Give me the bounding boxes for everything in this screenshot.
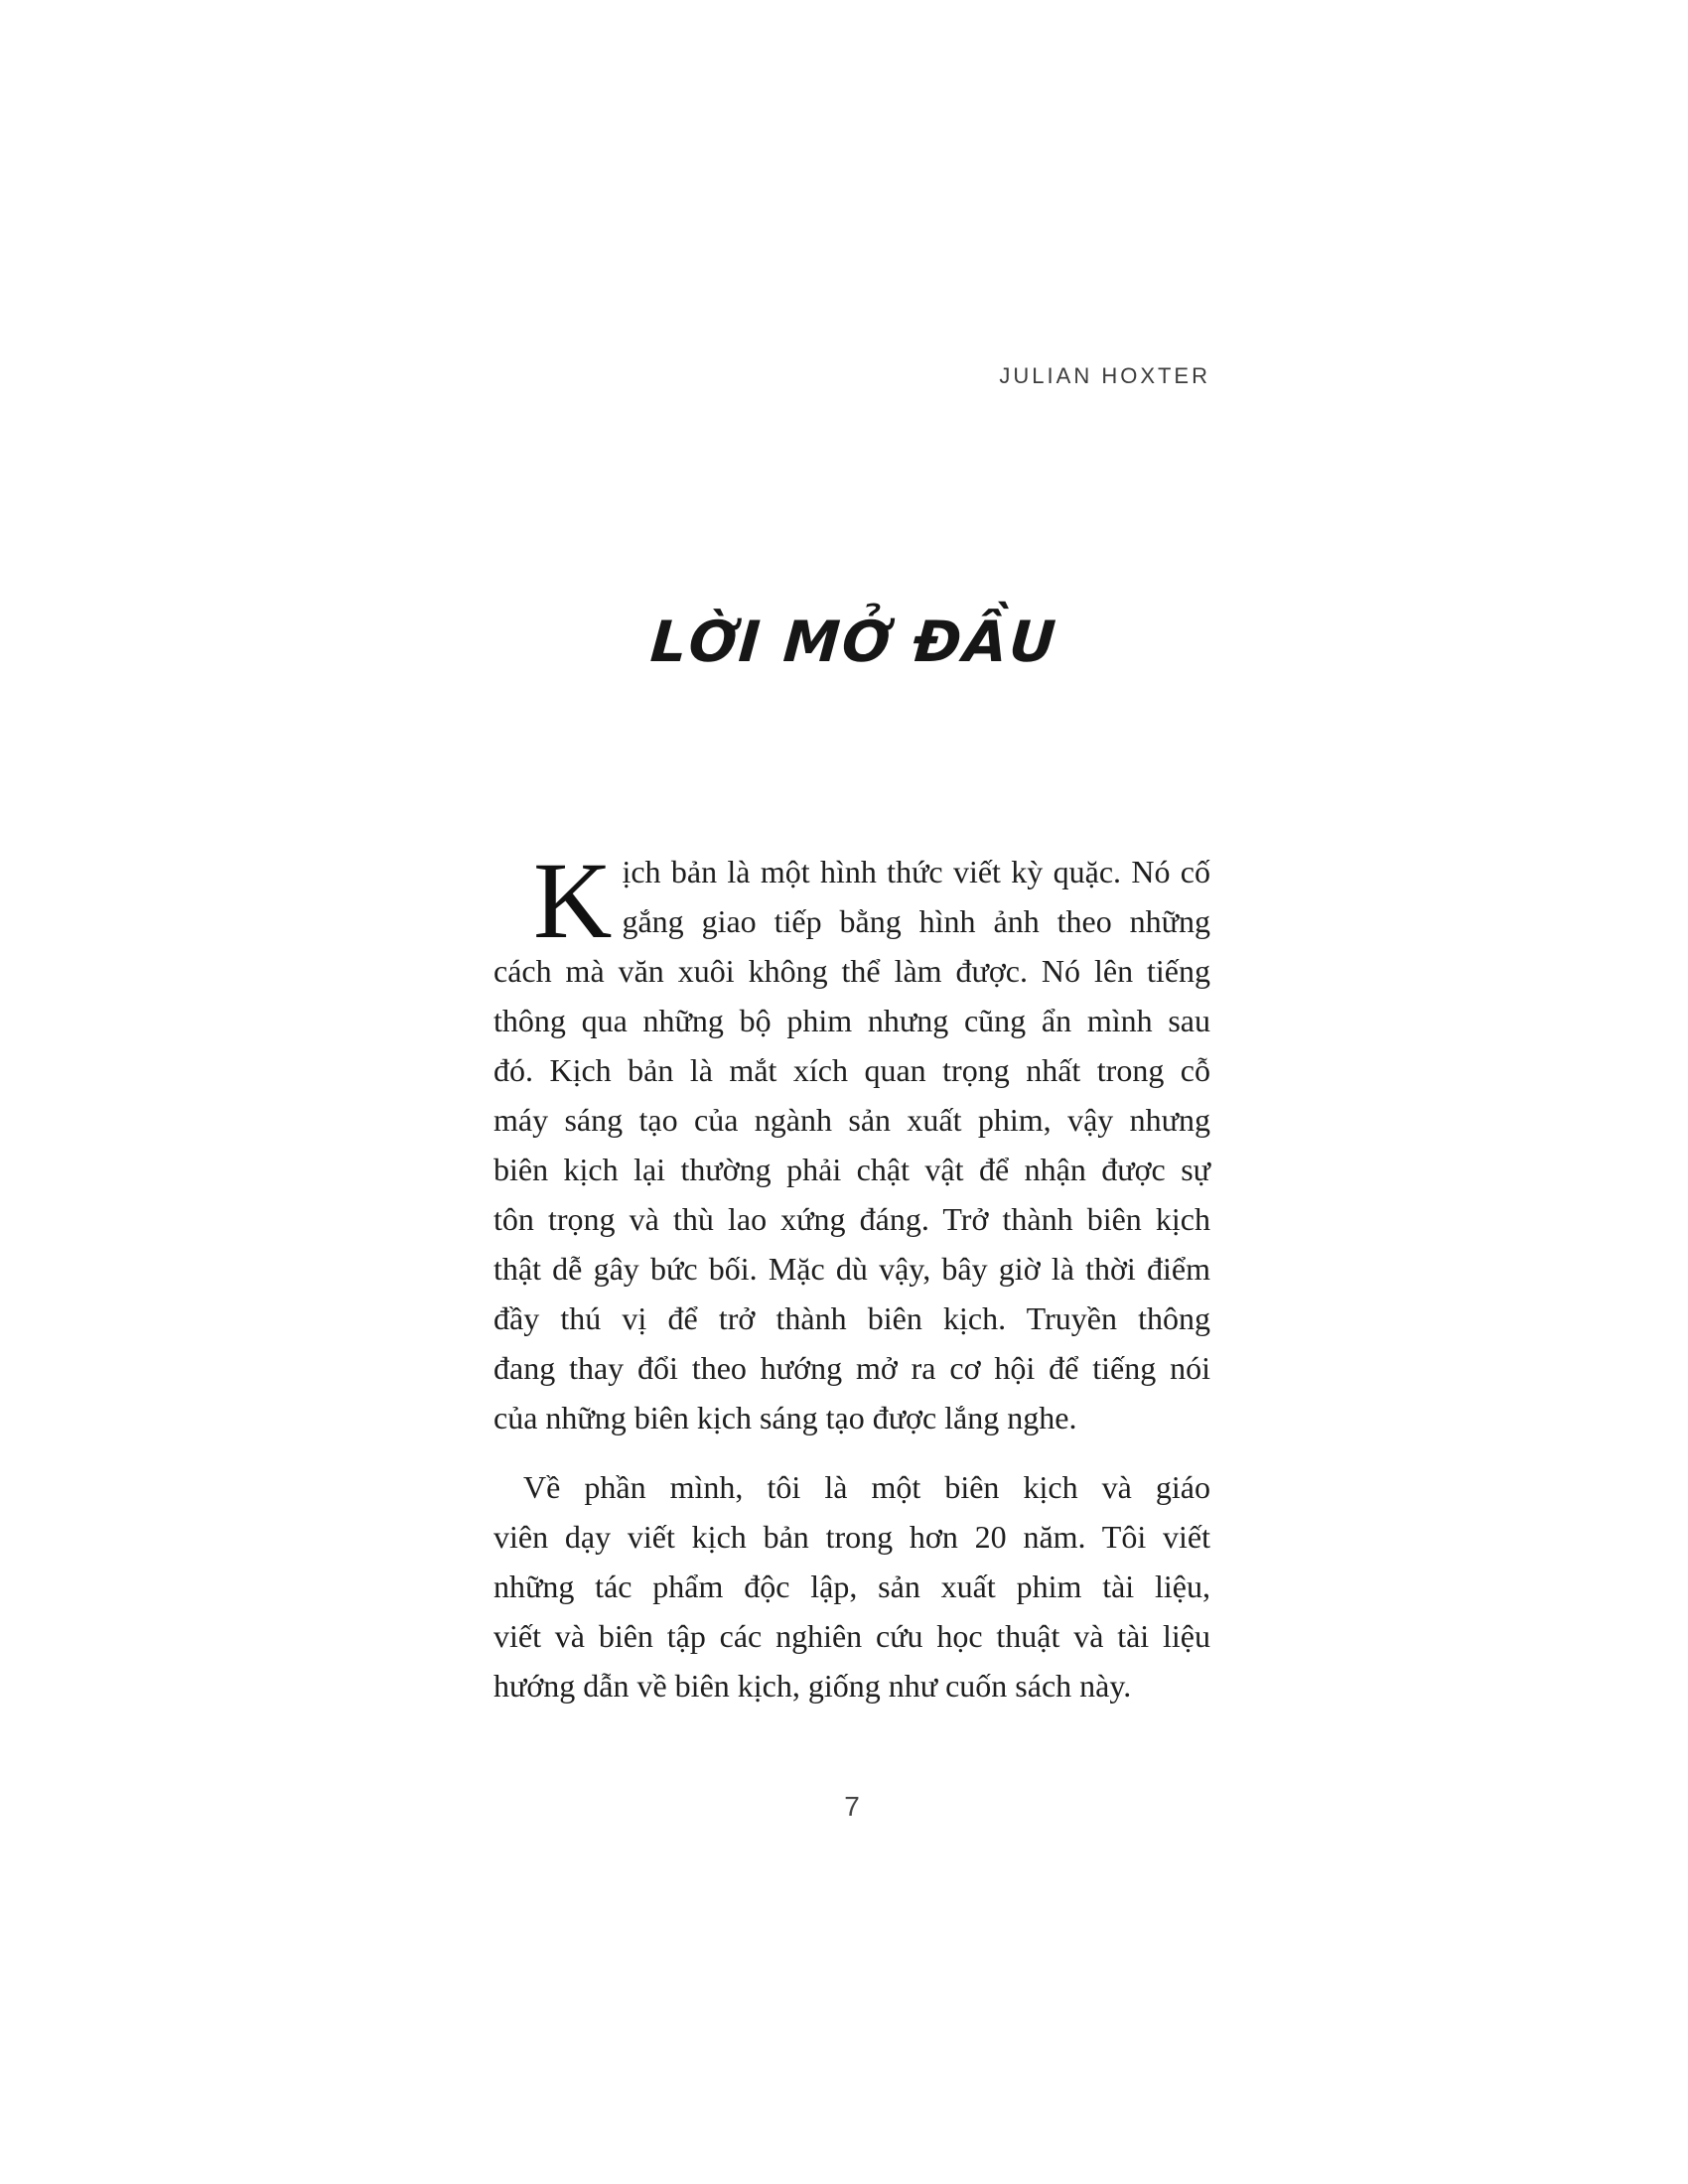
dropcap-letter: K [533, 840, 613, 961]
text-line: viết và biên tập các nghiên cứu học thuật và tài liệu [493, 1618, 1210, 1654]
paragraph-1 [493, 840, 1210, 1442]
chapter-title: LỜI MỞ ĐẦU [647, 610, 1060, 675]
paragraph-2 [493, 1462, 1210, 1710]
text-line: viên dạy viết kịch bản trong hơn 20 năm. Tôi viết [493, 1519, 1210, 1555]
text-line: tôn trọng và thù lao xứng đáng. Trở thành biên kịch [493, 1201, 1210, 1237]
running-header-author: JULIAN HOXTER [999, 363, 1210, 388]
text-line: đó. Kịch bản là mắt xích quan trọng nhất trong cỗ [493, 1052, 1210, 1088]
text-line: máy sáng tạo của ngành sản xuất phim, vậy nhưng [493, 1102, 1210, 1138]
text-line: đầy thú vị để trở thành biên kịch. Truyền thông [493, 1300, 1210, 1336]
text-line: những tác phẩm độc lập, sản xuất phim tài liệu, [493, 1569, 1210, 1604]
text-line: của những biên kịch sáng tạo được lắng nghe. [493, 1400, 1077, 1435]
text-line: cách mà văn xuôi không thể làm được. Nó lên tiếng [493, 953, 1210, 989]
text-line: hướng dẫn về biên kịch, giống như cuốn sách này. [493, 1668, 1132, 1704]
page-number: 7 [844, 1791, 860, 1822]
text-line: đang thay đổi theo hướng mở ra cơ hội để tiếng nói [493, 1350, 1210, 1386]
text-line: ịch bản là một hình thức viết kỳ quặc. Nó cố [622, 854, 1210, 889]
text-line: thông qua những bộ phim nhưng cũng ẩn mình sau [493, 1003, 1210, 1038]
text-line: Về phần mình, tôi là một biên kịch và giáo [523, 1469, 1210, 1505]
text-line: gắng giao tiếp bằng hình ảnh theo những [622, 903, 1210, 939]
text-block [493, 840, 1210, 1710]
text-line: biên kịch lại thường phải chật vật để nhận được sự [493, 1152, 1210, 1187]
text-line: thật dễ gây bức bối. Mặc dù vậy, bây giờ là thời điểm [493, 1251, 1210, 1287]
